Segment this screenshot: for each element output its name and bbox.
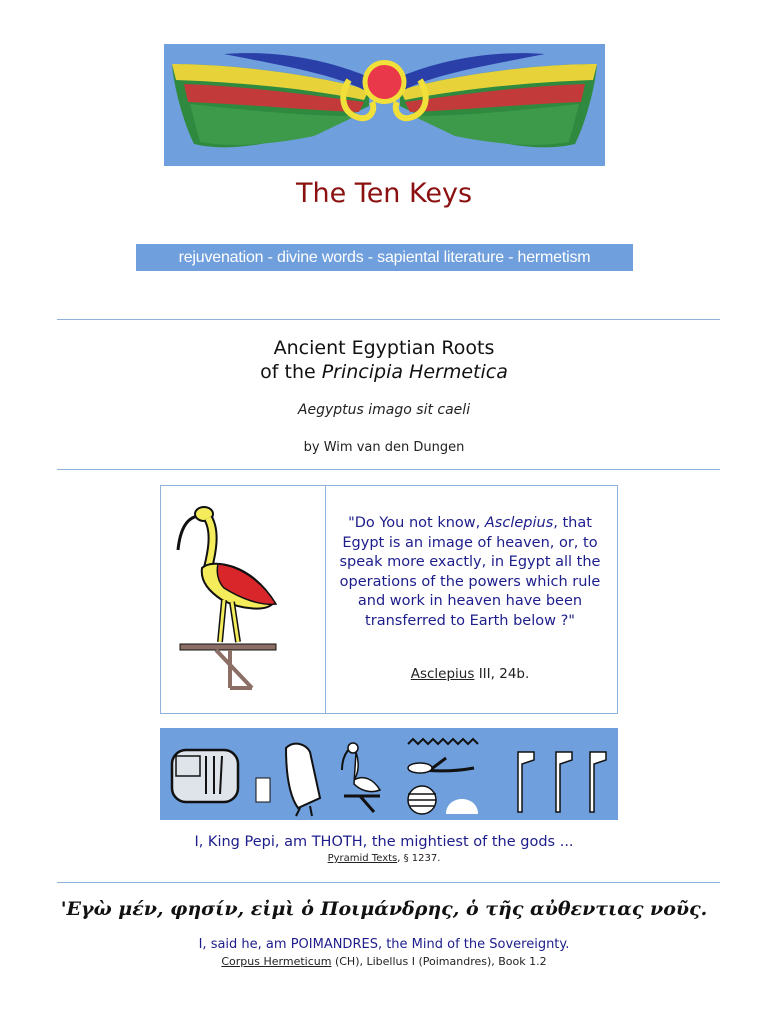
- corpus-hermeticum-link[interactable]: Corpus Hermeticum: [221, 955, 332, 968]
- poim-ref-rest: (CH), Libellus I (Poimandres), Book 1.2: [331, 955, 547, 968]
- quote-ref-rest: III, 24b.: [474, 666, 530, 682]
- ibis-icon: [172, 492, 282, 692]
- hieroglyphs-icon: [160, 728, 618, 820]
- quote-text: [330, 514, 610, 631]
- quote-part2: , that Egypt is an image of heaven, or, to speak more exactly, in Egypt all the operations of the powers which rule and work in heaven have been transferred to Earth below ?": [339, 515, 601, 629]
- pepi-reference: [0, 853, 768, 864]
- article-title-italic: Principia Hermetica: [321, 361, 508, 383]
- article-title-line1: Ancient Egyptian Roots: [273, 337, 495, 359]
- site-tagline: rejuvenation - divine words - sapiental literature - hermetism: [136, 244, 633, 271]
- winged-sun-banner: [164, 44, 605, 166]
- divider: [57, 319, 720, 320]
- quote-box-divider: [325, 485, 326, 714]
- article-title: [0, 336, 768, 384]
- quote-part1: "Do You not know,: [348, 515, 485, 531]
- divider: [57, 469, 720, 470]
- greek-quote: 'Εγὼ μέν, φησίν, εἰμὶ ὁ Ποιμάνδρης, ὁ τῆς αὐθεντιας νοῦς.: [60, 898, 708, 920]
- asclepius-link[interactable]: Asclepius: [410, 666, 475, 682]
- quote-reference: [330, 666, 610, 682]
- divider: [57, 882, 720, 883]
- article-title-prefix: of the: [260, 361, 322, 383]
- winged-sun-icon: [164, 44, 605, 166]
- poimandres-text: I, said he, am POIMANDRES, the Mind of the Sovereignty.: [198, 937, 570, 952]
- quote-name: Asclepius: [484, 515, 554, 531]
- poimandres-reference: [0, 955, 768, 968]
- pepi-text: I, King Pepi, am THOTH, the mightiest of the gods ...: [194, 834, 574, 850]
- hieroglyph-banner: [160, 728, 618, 820]
- byline: by Wim van den Dungen: [303, 440, 465, 455]
- motto: Aegyptus imago sit caeli: [297, 402, 471, 418]
- pyramid-texts-link[interactable]: Pyramid Texts: [327, 853, 398, 864]
- site-title: The Ten Keys: [295, 178, 473, 209]
- pepi-ref-rest: , § 1237.: [397, 853, 441, 864]
